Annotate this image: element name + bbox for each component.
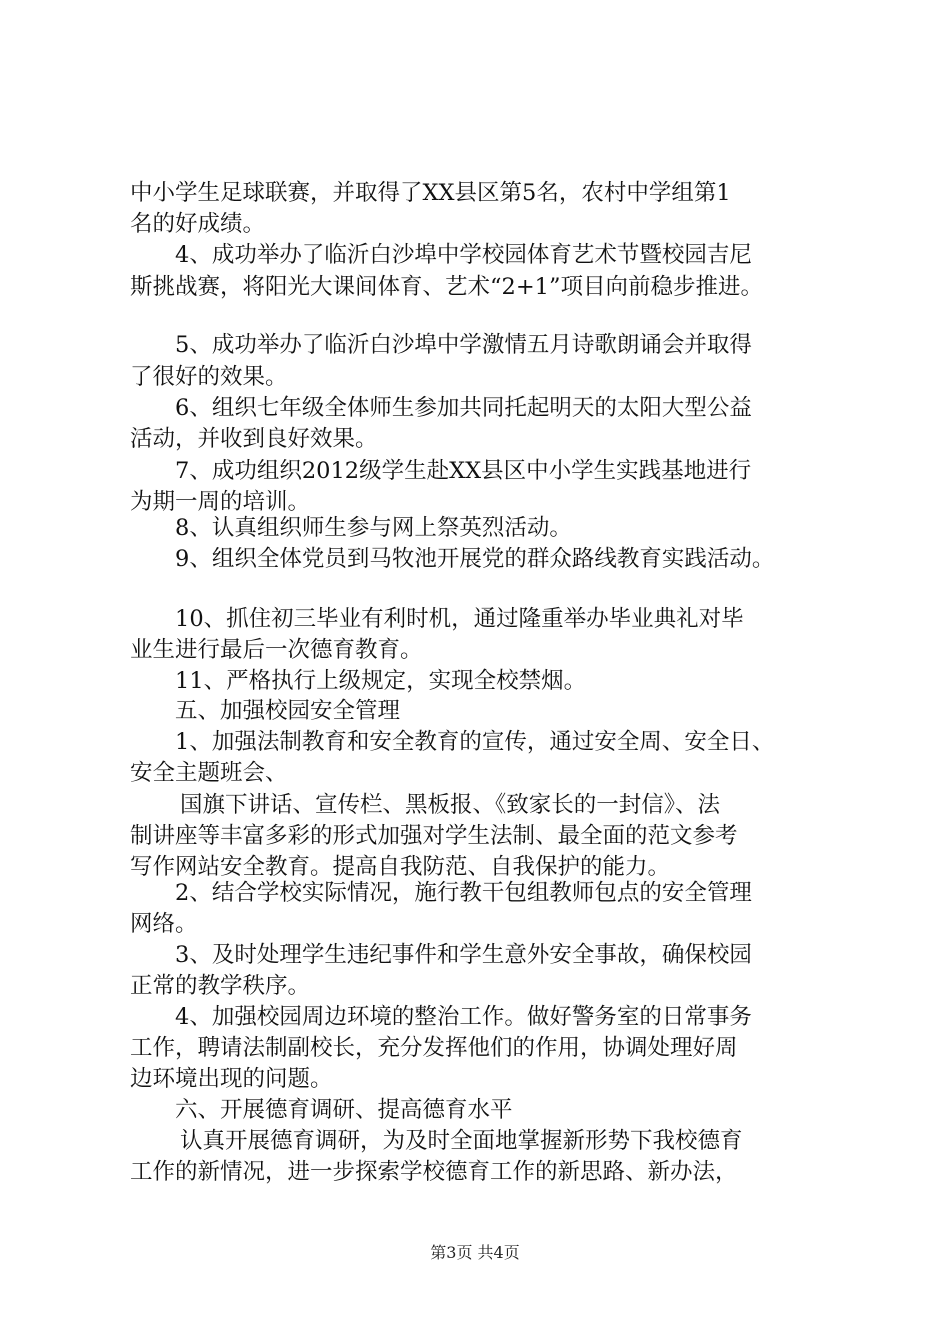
text-line: 5、成功举办了临沂白沙埠中学激情五月诗歌朗诵会并取得 bbox=[175, 332, 752, 358]
text-line: 国旗下讲话、宣传栏、黑板报、《致家长的一封信》、法 bbox=[180, 792, 721, 818]
text-line: 写作网站安全教育。提高自我防范、自我保护的能力。 bbox=[130, 854, 671, 880]
text-line: 安全主题班会、 bbox=[130, 760, 288, 786]
text-line: 业生进行最后一次德育教育。 bbox=[130, 637, 423, 663]
text-line: 2、结合学校实际情况，施行教干包组教师包点的安全管理 bbox=[175, 880, 752, 906]
text-line: 斯挑战赛，将阳光大课间体育、艺术“2+1”项目向前稳步推进。 bbox=[130, 274, 763, 300]
text-line: 11、严格执行上级规定，实现全校禁烟。 bbox=[175, 668, 587, 694]
text-line: 4、加强校园周边环境的整治工作。做好警务室的日常事务 bbox=[175, 1004, 752, 1030]
text-line: 名的好成绩。 bbox=[130, 211, 266, 237]
section-heading: 六、开展德育调研、提高德育水平 bbox=[175, 1097, 513, 1123]
text-line: 10、抓住初三毕业有利时机，通过隆重举办毕业典礼对毕 bbox=[175, 606, 744, 632]
text-line: 1、加强法制教育和安全教育的宣传，通过安全周、安全日、 bbox=[175, 729, 775, 755]
text-line: 制讲座等丰富多彩的形式加强对学生法制、最全面的范文参考 bbox=[130, 823, 738, 849]
text-line: 6、组织七年级全体师生参加共同托起明天的太阳大型公益 bbox=[175, 395, 752, 421]
text-line: 4、成功举办了临沂白沙埠中学校园体育艺术节暨校园吉尼 bbox=[175, 242, 752, 268]
section-heading: 五、加强校园安全管理 bbox=[175, 698, 401, 724]
text-line: 3、及时处理学生违纪事件和学生意外安全事故，确保校园 bbox=[175, 942, 752, 968]
text-line: 网络。 bbox=[130, 911, 198, 937]
text-line: 正常的教学秩序。 bbox=[130, 973, 311, 999]
text-line: 9、组织全体党员到马牧池开展党的群众路线教育实践活动。 bbox=[175, 546, 775, 572]
text-line: 工作，聘请法制副校长，充分发挥他们的作用，协调处理好周 bbox=[130, 1035, 738, 1061]
text-line: 工作的新情况，进一步探索学校德育工作的新思路、新办法， bbox=[130, 1159, 738, 1185]
text-line: 8、认真组织师生参与网上祭英烈活动。 bbox=[175, 515, 572, 541]
text-line: 边环境出现的问题。 bbox=[130, 1066, 333, 1092]
text-line: 了很好的效果。 bbox=[130, 364, 288, 390]
text-line: 中小学生足球联赛，并取得了XX县区第5名，农村中学组第1 bbox=[130, 180, 731, 206]
page-number: 第3页 共4页 bbox=[430, 1243, 520, 1262]
text-line: 为期一周的培训。 bbox=[130, 489, 311, 515]
text-line: 7、成功组织2012级学生赴XX县区中小学生实践基地进行 bbox=[175, 458, 752, 484]
text-line: 活动，并收到良好效果。 bbox=[130, 426, 378, 452]
text-line: 认真开展德育调研，为及时全面地掌握新形势下我校德育 bbox=[180, 1128, 743, 1154]
